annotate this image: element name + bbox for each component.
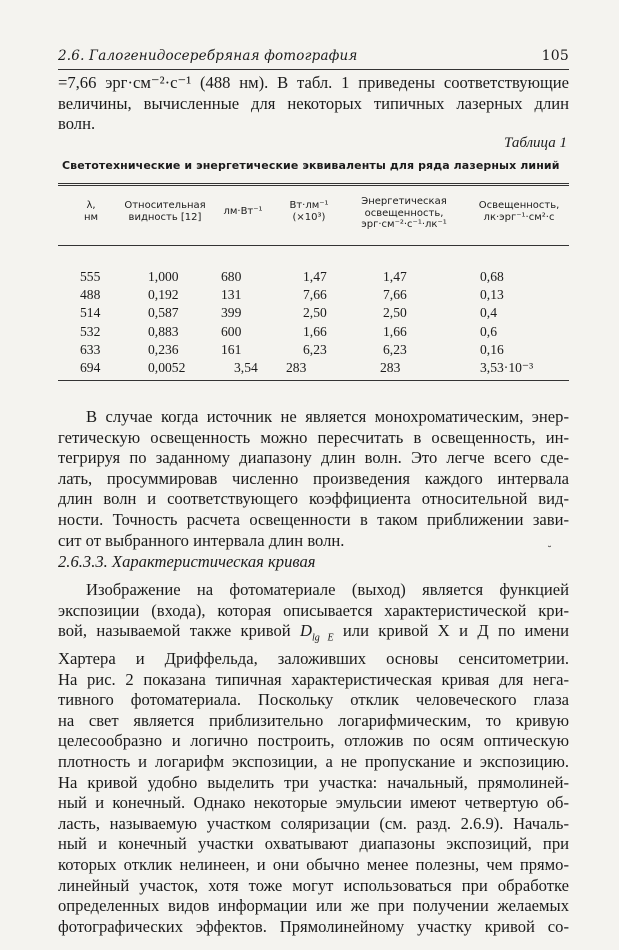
table-body xyxy=(58,268,569,377)
table-cell: 6,23 xyxy=(383,341,407,357)
col-header-relative-visibility: Относительная видность [12] xyxy=(124,200,206,223)
table-label: Таблица 1 xyxy=(504,135,567,151)
text-line: ный и конечный участки охватывают диапазоны экспозиций, при xyxy=(58,834,569,854)
table-cell: 1,66 xyxy=(303,323,327,339)
table-cell: 0,16 xyxy=(480,341,504,357)
paragraph-conversion xyxy=(58,407,569,551)
section-title: 2.6.3.3. Характеристическая кривая xyxy=(58,552,316,571)
table-cell: 0,236 xyxy=(148,341,179,357)
table-row xyxy=(58,359,569,377)
table-cell: 0,192 xyxy=(148,287,179,303)
text-line: волн. xyxy=(58,114,96,134)
table-row xyxy=(58,268,569,286)
table-cell: 1,000 xyxy=(148,269,179,284)
text-line: тивного фотоматериала. Поскольку отклик человеческого глаза xyxy=(58,690,569,710)
intro-paragraph xyxy=(58,73,569,135)
header-rule xyxy=(58,69,569,70)
text-line: плотность и логарифм экспозиции, а не пропускание и экспозицию. xyxy=(58,752,569,772)
col-header-lm-per-w: лм·Вт⁻¹ xyxy=(223,206,263,217)
table-cell: 0,587 xyxy=(148,305,179,321)
table-cell: 283 xyxy=(380,359,401,375)
text-line: =7,66 эрг·см⁻²·с⁻¹ (488 нм). В табл. 1 приведены соответствующие xyxy=(58,73,569,92)
table-cell: 514 xyxy=(80,305,101,321)
page-number: 105 xyxy=(541,48,569,64)
text-line: линейный участок, хотя тоже могут использоваться при обработке xyxy=(58,875,569,895)
table-cell: 0,0052 xyxy=(148,359,186,375)
text-line: которых отклик нелинеен, и они обычно менее полезны, чем прямо- xyxy=(58,855,569,875)
table-cell: 1,47 xyxy=(303,269,327,284)
text-line: Изображение на фотоматериале (выход) является функцией xyxy=(86,580,569,599)
table-cell: 1,66 xyxy=(383,323,407,339)
table-bottom-rule xyxy=(58,380,569,381)
text-line: ности. Точность расчета освещенности в таком приближении зави- xyxy=(58,509,569,529)
text-line: целесообразно и логично построить, отложив по осям оптическую xyxy=(58,731,569,751)
table-cell: 633 xyxy=(80,341,101,357)
section-header: 2.6. Галогенидосеребряная фотография xyxy=(58,48,358,64)
curve-symbol: D xyxy=(300,621,312,641)
table-cell: 680 xyxy=(221,269,242,284)
text-line: сит от выбранного интервала длин волн. xyxy=(58,530,345,550)
table-cell: 694 xyxy=(80,359,101,375)
table-cell: 555 xyxy=(80,269,101,284)
table-cell: 3,54 xyxy=(234,359,258,375)
table-cell: 3,53·10⁻³ xyxy=(480,359,534,375)
text-line: В случае когда источник не является монохроматическим, энер- xyxy=(86,407,569,426)
text-line: на свет является приблизительно логарифмическим, то кривую xyxy=(58,710,569,730)
table-cell: 7,66 xyxy=(303,287,327,303)
text-line: тегрируя по заданному диапазону длин волн. Это легче всего сде- xyxy=(58,448,569,468)
text-line: лать, просуммировав численно произведения каждого интервала xyxy=(58,468,569,488)
table-row xyxy=(58,341,569,359)
table-cell: 161 xyxy=(221,341,242,357)
print-speck: ˘ xyxy=(547,546,552,557)
table-row xyxy=(58,304,569,322)
table-top-rule xyxy=(58,183,569,186)
text-line: На кривой удобно выделить три участка: начальный, прямолиней- xyxy=(58,772,569,792)
table-cell: 131 xyxy=(221,287,242,303)
table-caption: Светотехнические и энергетические эквиваленты для ряда лазерных линий xyxy=(62,159,560,172)
table-cell: 2,50 xyxy=(303,305,327,321)
table-cell: 7,66 xyxy=(383,287,407,303)
table-header-rule xyxy=(58,245,569,246)
text-line: гетическую освещенность можно пересчитать в освещенность, ин- xyxy=(58,427,569,447)
table-cell: 6,23 xyxy=(303,341,327,357)
table-cell: 0,4 xyxy=(480,305,497,321)
table-cell: 0,6 xyxy=(480,323,497,339)
table-cell: 0,13 xyxy=(480,287,504,303)
text-line: На рис. 2 показана типичная характеристическая кривая для нега- xyxy=(58,669,569,689)
running-head xyxy=(58,48,569,64)
paragraph-characteristic-curve xyxy=(58,580,569,937)
table-row xyxy=(58,323,569,341)
table-cell: 532 xyxy=(80,323,101,339)
text-line: Хартера и Дриффельда, заложивших основы сенситометрии. xyxy=(58,649,569,669)
table-cell: 1,47 xyxy=(383,269,407,284)
table-cell: 488 xyxy=(80,287,101,303)
text-line: экспозиции (входа), которая описывается характеристической кри- xyxy=(58,600,569,620)
col-header-energy-irradiance: Энергетическая освещенность, эрг·см⁻²·с⁻¹·лк⁻¹ xyxy=(361,196,447,230)
text-line: длин волн и соответствующего коэффициента относительной вид- xyxy=(58,489,569,509)
curve-subscript: lg E xyxy=(312,632,334,644)
table-cell: 0,68 xyxy=(480,269,504,284)
col-header-illuminance: Освещенность, лк·эрг⁻¹·см²·с xyxy=(478,200,560,223)
text-line: величины, вычисленные для некоторых типичных лазерных длин xyxy=(58,93,569,113)
text-line: определенных видов информации или же при получении желаемых xyxy=(58,896,569,916)
table-cell: 2,50 xyxy=(383,305,407,321)
table-row xyxy=(58,286,569,304)
text-line: вой, называемой также кривой $D_{lg E}$ или кривой Х и Д по имени xyxy=(58,621,569,644)
table-cell: 0,883 xyxy=(148,323,179,339)
col-header-wavelength: λ, нм xyxy=(83,200,99,223)
table-cell: 283 xyxy=(286,359,307,375)
col-header-w-per-lm: Вт·лм⁻¹ (×10³) xyxy=(289,200,329,223)
table-cell: 399 xyxy=(221,305,242,321)
text-line: фотографических эффектов. Прямолинейному участку кривой со- xyxy=(58,916,569,936)
table-cell: 600 xyxy=(221,323,242,339)
text-line: ласть, называемую участком соляризации (см. разд. 2.6.9). Началь- xyxy=(58,813,569,833)
text-line: ный и конечный. Однако некоторые эмульсии имеют четвертую об- xyxy=(58,793,569,813)
